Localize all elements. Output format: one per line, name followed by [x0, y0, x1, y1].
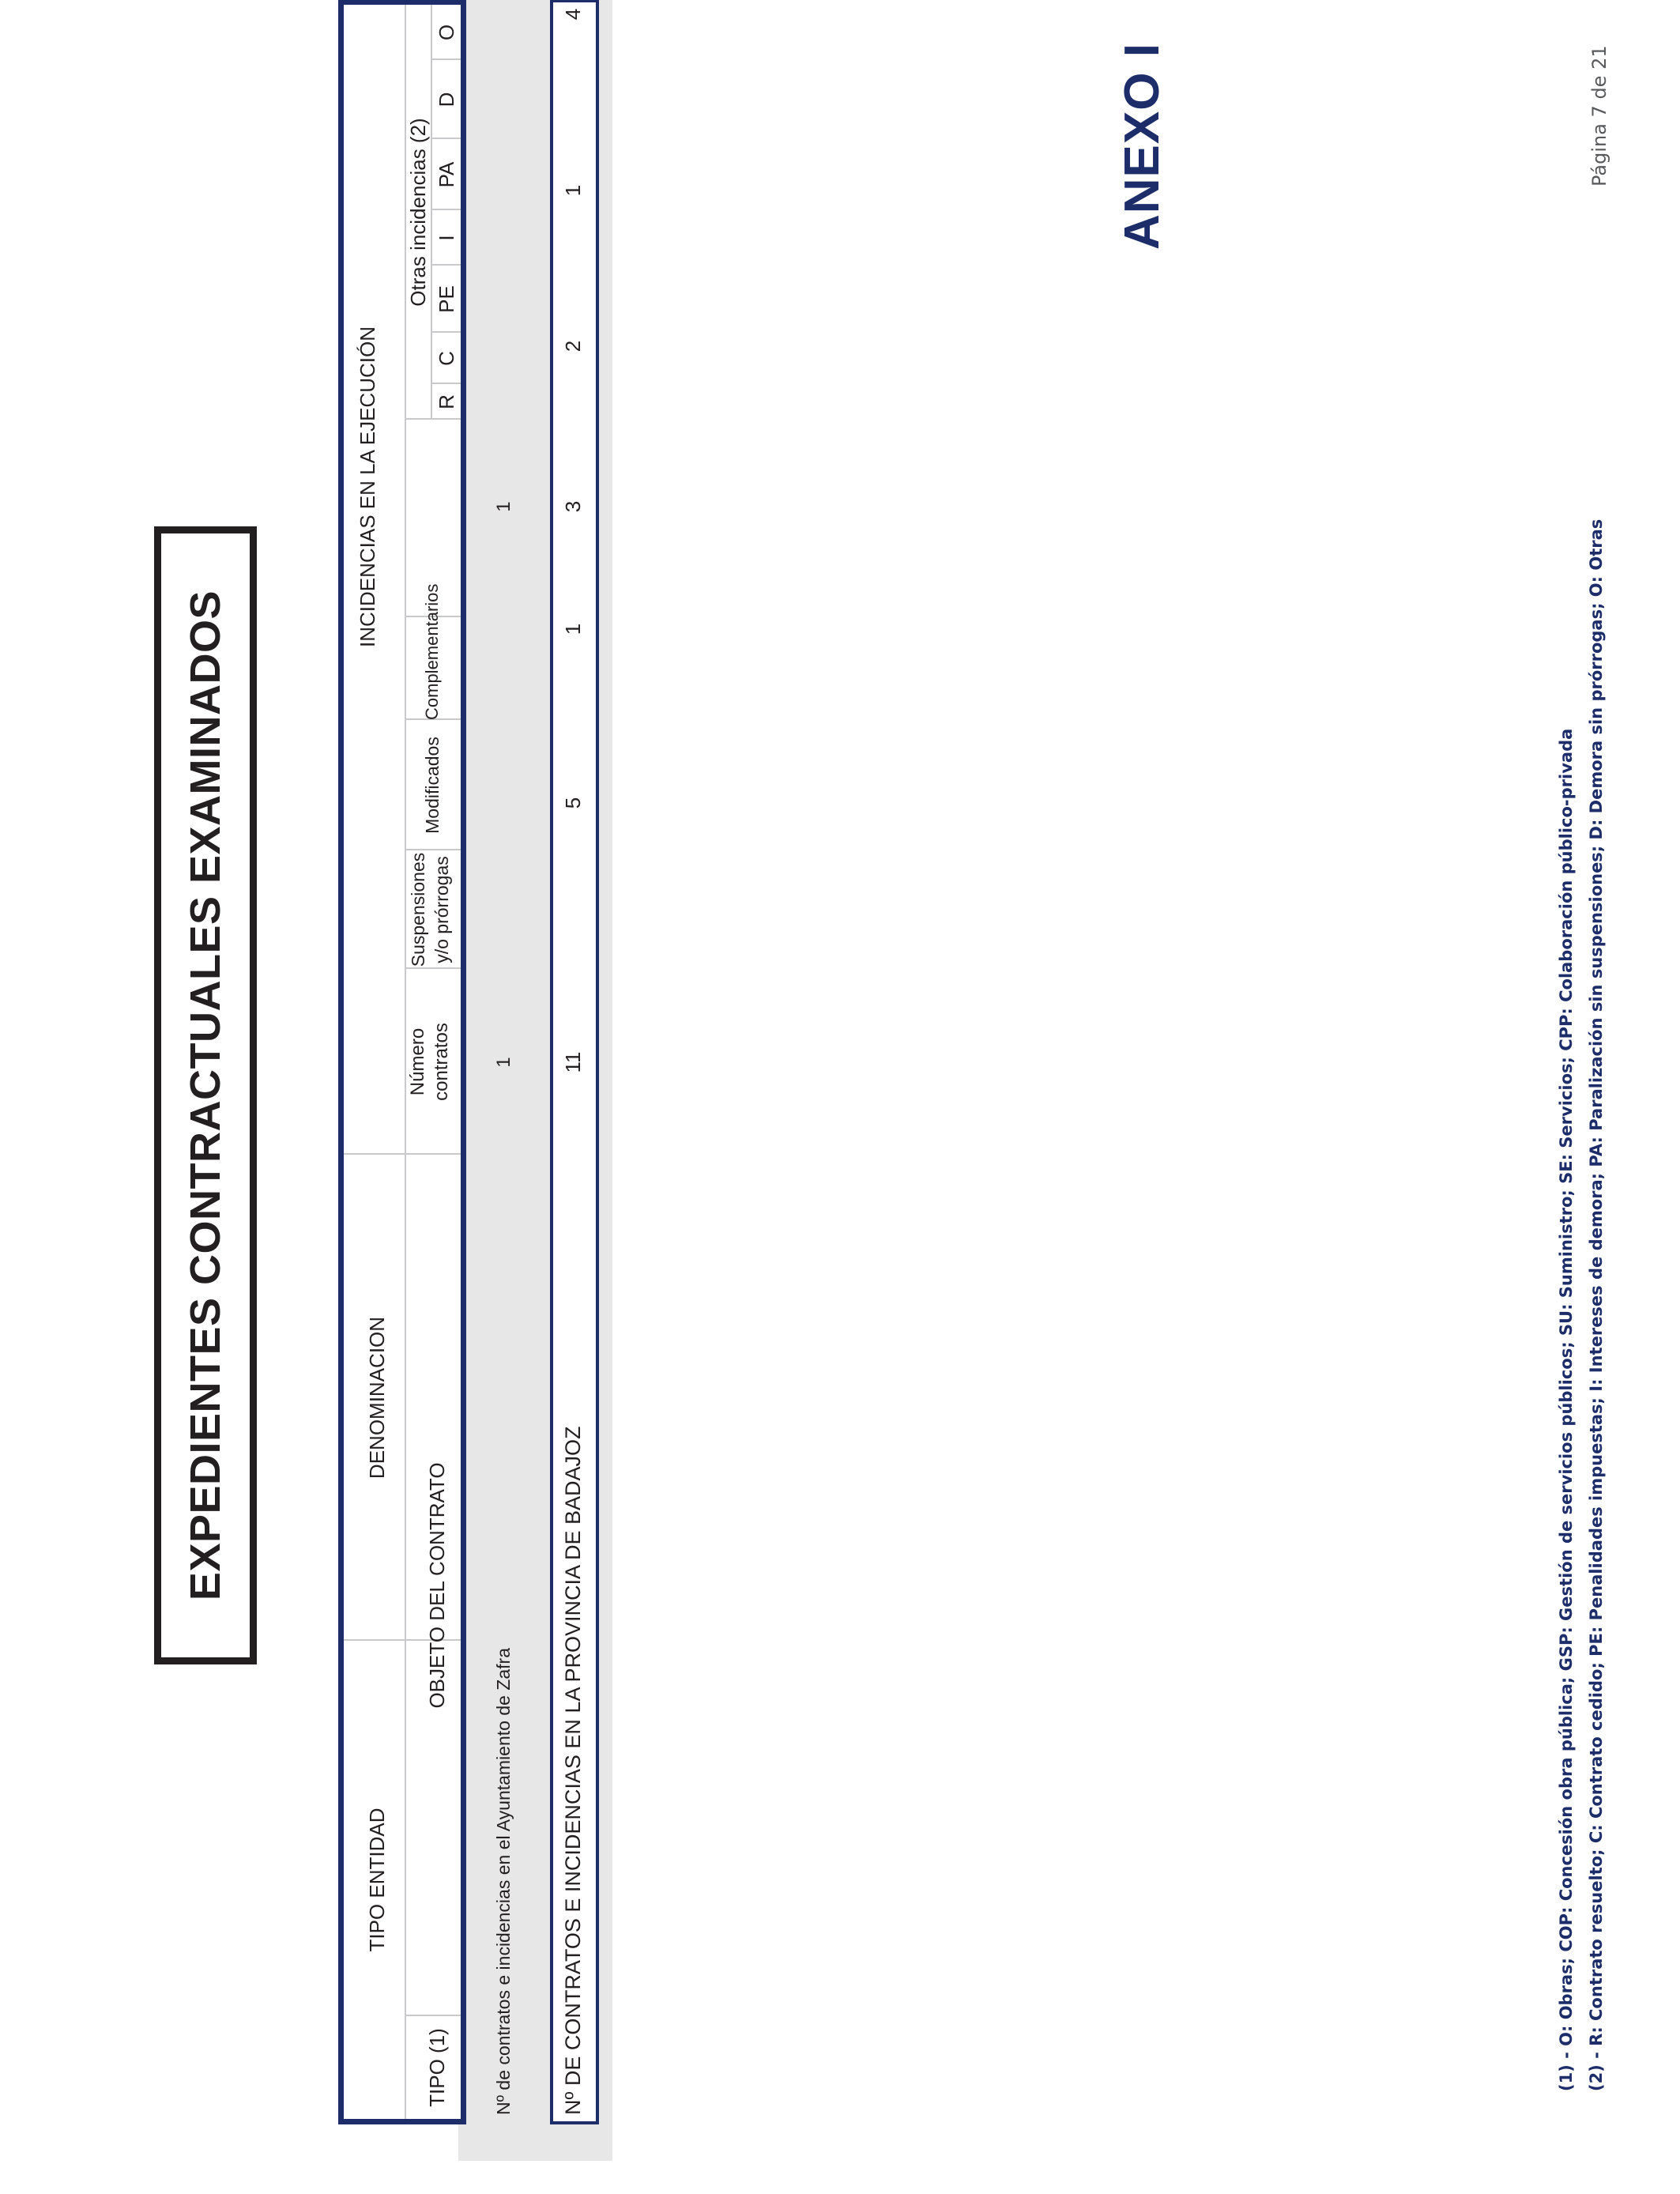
annex-label: ANEXO I: [1115, 43, 1170, 250]
footnote-2: (2) - R: Contrato resuelto; C: Contrato cedido; PE: Penalidades impuestas; I: Intereses de demora; PA: Paralización sin suspensiones; D: Demora sin prórrogas; O: Otras: [1587, 518, 1606, 2091]
row-zafra-label: Nº de contratos e incidencias en el Ayuntamiento de Zafra: [493, 1648, 514, 2115]
row-zafra-numero: 1: [493, 1057, 514, 1068]
header-complementarios: Complementarios: [422, 583, 442, 720]
page-number: Página 7 de 21: [1588, 45, 1610, 187]
header-numero-line2: contratos: [431, 1023, 452, 1101]
row-total-o: 4: [561, 8, 585, 21]
header-o: O: [435, 24, 458, 41]
header-pe: PE: [435, 285, 458, 313]
row-total-r: 3: [561, 500, 585, 513]
header-suspensiones: [406, 850, 454, 969]
row-total-complementarios: 1: [561, 623, 585, 635]
header-incidencias: INCIDENCIAS EN LA EJECUCIÓN: [356, 326, 379, 647]
header-divider: [431, 5, 432, 420]
row-zafra-r: 1: [493, 501, 514, 512]
page-title: EXPEDIENTES CONTRACTUALES EXAMINADOS: [182, 590, 229, 1601]
row-total-pe: 2: [561, 340, 585, 352]
header-numero-line1: Número: [407, 1027, 428, 1096]
header-tipo-entidad: TIPO ENTIDAD: [365, 1808, 389, 1952]
row-total-numero: 11: [561, 1051, 585, 1073]
header-d: D: [435, 92, 458, 107]
header-i: I: [435, 235, 458, 241]
header-suspensiones-line1: Suspensiones: [408, 852, 428, 967]
header-otras-incidencias: Otras incidencias (2): [406, 118, 430, 307]
header-suspensiones-line2: y/o prórrogas: [431, 856, 452, 963]
row-total-label: Nº DE CONTRATOS E INCIDENCIAS EN LA PROVINCIA DE BADAJOZ: [561, 1426, 585, 2115]
header-objeto: OBJETO DEL CONTRATO: [425, 1462, 449, 1709]
header-numero-contratos: [406, 969, 454, 1155]
header-tipo: TIPO (1): [425, 2028, 449, 2107]
footnote-1: (1) - O: Obras; COP: Concesión obra pública; GSP: Gestión de servicios públicos; SU: Suministro; SE: Servicios; CPP: Colaboración público-privada: [1557, 728, 1576, 2091]
header-c: C: [435, 351, 458, 366]
header-r: R: [435, 394, 458, 409]
header-pa: PA: [435, 161, 458, 188]
row-total-pa: 1: [561, 184, 585, 197]
row-total-modificados: 5: [561, 797, 585, 809]
header-modificados: Modificados: [422, 737, 443, 834]
header-denominacion: DENOMINACION: [365, 1316, 389, 1480]
title-box: [154, 526, 257, 1664]
